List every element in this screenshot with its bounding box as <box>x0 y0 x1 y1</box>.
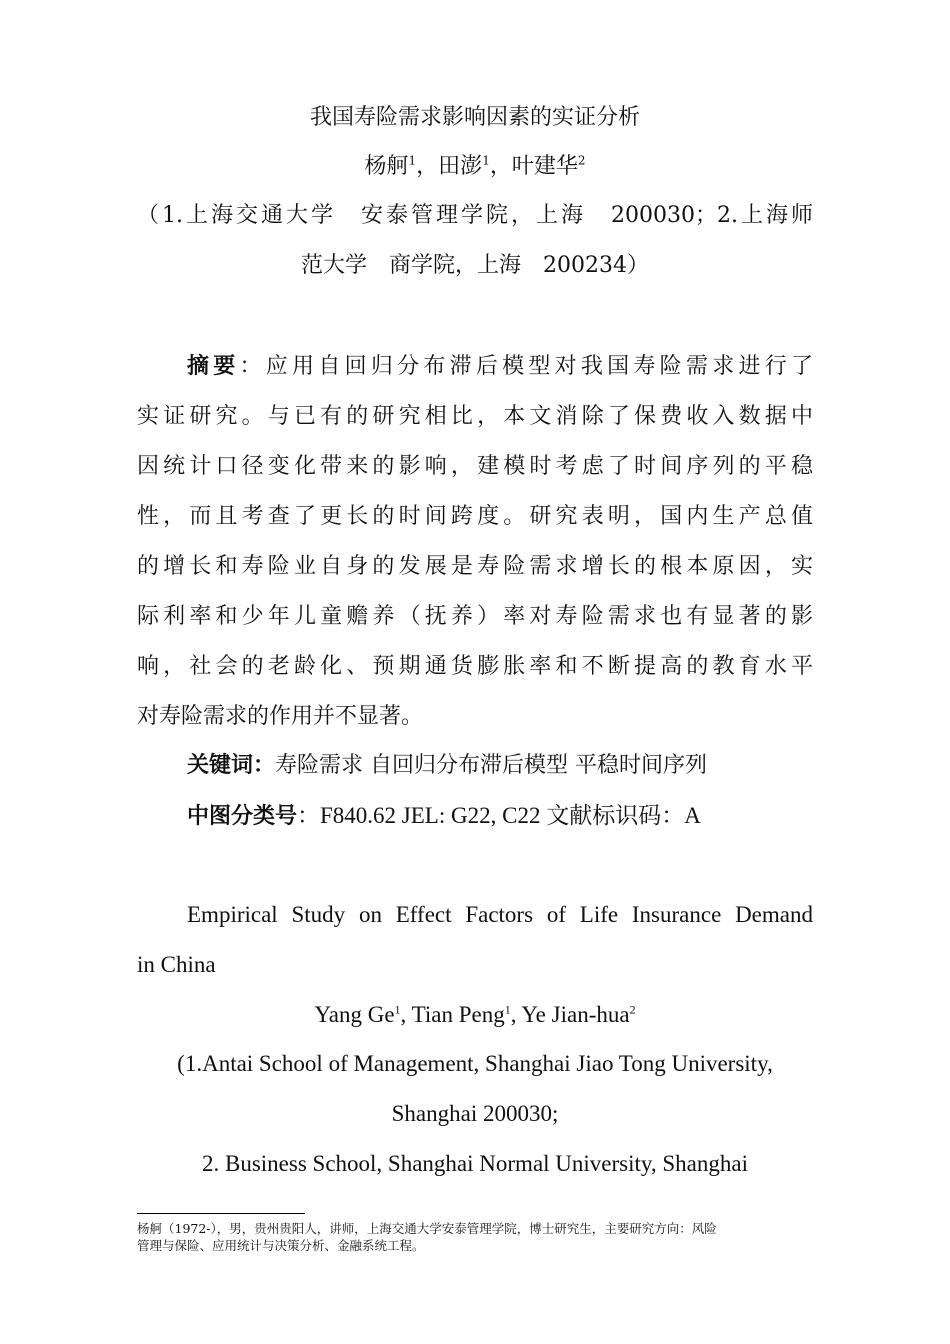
author-name: Tian Peng <box>411 1002 505 1027</box>
footnote-line: 管理与保险、应用统计与决策分析、金融系统工程。 <box>137 1238 425 1253</box>
affiliation-cn-line: 范大学 商学院，上海 200234） <box>301 253 649 278</box>
author-superscript: 1 <box>482 153 490 168</box>
affiliation-en-line: Shanghai 200030; <box>391 1101 559 1126</box>
classification-text: ：F840.62 JEL: G22, C22 文献标识码：A <box>297 803 701 828</box>
author-name: 叶建华 <box>511 154 578 179</box>
author-superscript: 2 <box>577 153 586 168</box>
author-name: 田澎 <box>438 154 483 179</box>
author-name: Yang Ge <box>314 1002 395 1027</box>
abstract-colon: ： <box>239 354 266 379</box>
abstract-line: 因统计口径变化带来的影响，建模时考虑了时间序列的平稳 <box>137 454 813 479</box>
keywords <box>137 751 813 781</box>
affiliation-en-line: 2. Business School, Shanghai Normal University, Shanghai <box>202 1151 748 1176</box>
abstract-label: 摘要 <box>187 354 240 379</box>
title-en-line: in China <box>137 952 216 977</box>
classification <box>137 801 813 832</box>
keywords-text: 寿险需求 自回归分布滞后模型 平稳时间序列 <box>275 753 708 778</box>
author-separator: , <box>510 1002 522 1027</box>
authors-cn <box>137 152 813 182</box>
title-cn: 我国寿险需求影响因素的实证分析 <box>309 105 640 130</box>
classification-label: 中图分类号 <box>187 804 298 829</box>
abstract-line: 对寿险需求的作用并不显著。 <box>137 704 424 729</box>
footnote-rule <box>137 1213 305 1214</box>
abstract-text: 应用自回归分布滞后模型对我国寿险需求进行了 <box>265 354 813 379</box>
title-en-line: Empirical Study on Effect Factors of Life Insurance Demand <box>187 902 813 927</box>
author-superscript: 1 <box>394 1002 401 1017</box>
affiliation-cn-line: （1.上海交通大学 安泰管理学院，上海 200030；2.上海师 <box>137 203 813 228</box>
author-name: Ye Jian-hua <box>521 1002 630 1027</box>
keywords-label: 关键词： <box>187 753 276 778</box>
author-separator: , <box>400 1002 412 1027</box>
authors-en <box>137 1000 813 1030</box>
author-superscript: 1 <box>504 1002 511 1017</box>
affiliation-en-line: (1.Antai School of Management, Shanghai Jiao Tong University, <box>177 1051 773 1076</box>
author-name: 杨舸 <box>364 154 409 179</box>
abstract-line: 实证研究。与已有的研究相比，本文消除了保费收入数据中 <box>137 404 813 429</box>
abstract-first-line <box>137 352 813 382</box>
author-separator: ， <box>489 154 512 179</box>
author-superscript: 1 <box>408 153 417 168</box>
author-superscript: 2 <box>629 1002 636 1017</box>
abstract-line: 性，而且考查了更长的时间跨度。研究表明，国内生产总值 <box>137 504 813 529</box>
abstract-line: 响，社会的老龄化、预期通货膨胀率和不断提高的教育水平 <box>137 654 813 679</box>
author-separator: ， <box>416 154 439 179</box>
footnote-line: 杨舸（1972-），男，贵州贵阳人，讲师，上海交通大学安泰管理学院，博士研究生，主要研究方向：风险 <box>137 1221 717 1236</box>
abstract-line: 的增长和寿险业自身的发展是寿险需求增长的根本原因，实 <box>137 554 813 579</box>
abstract-line: 际利率和少年儿童赡养（抚养）率对寿险需求也有显著的影 <box>137 604 813 629</box>
